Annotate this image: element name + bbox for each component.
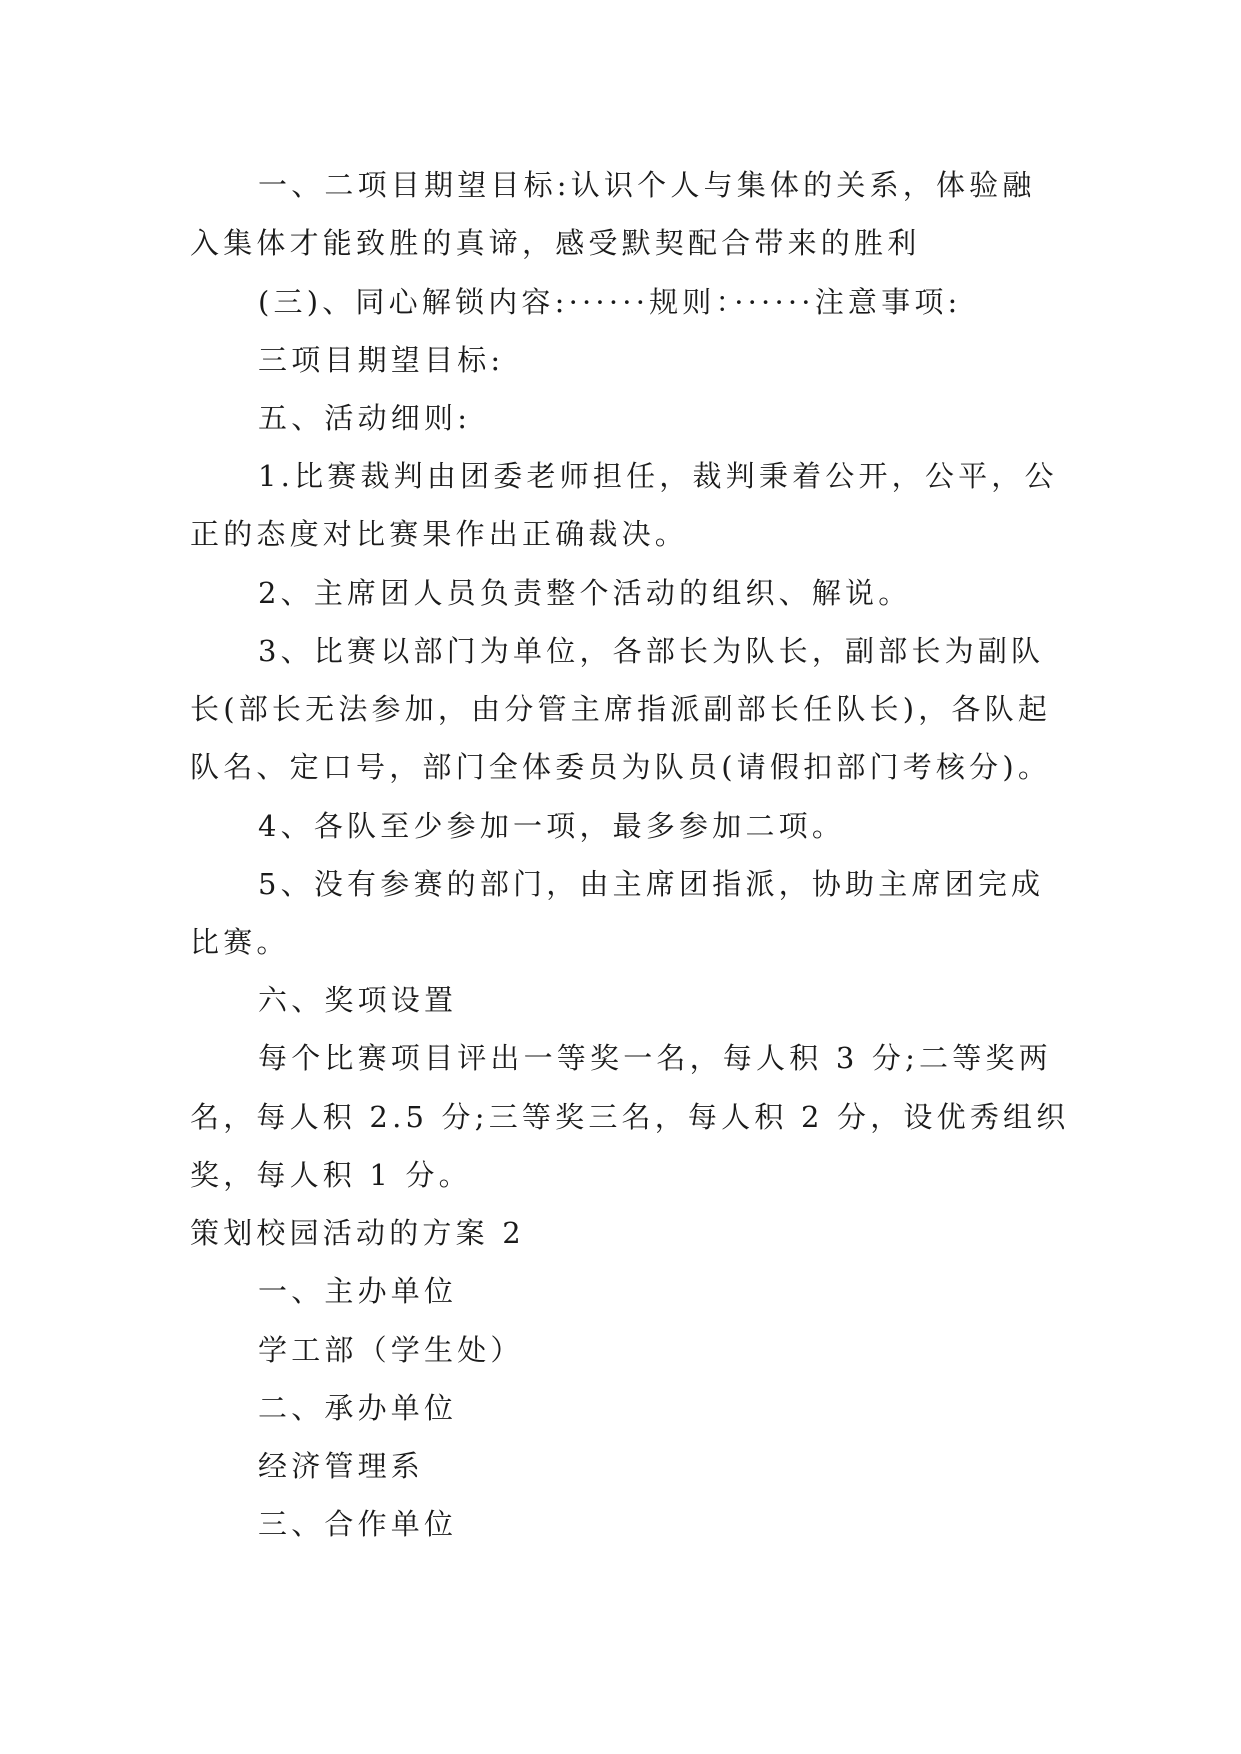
paragraph-line: 5、没有参赛的部门，由主席团指派，协助主席团完成 — [258, 867, 1045, 901]
section-heading: 六、奖项设置 — [258, 983, 458, 1017]
paragraph-line: 比赛。 — [190, 925, 290, 959]
paragraph-line: 一、二项目期望目标:认识个人与集体的关系，体验融 — [258, 168, 1036, 202]
paragraph-line: (三)、同心解锁内容:······规则：······注意事项: — [258, 285, 962, 319]
paragraph-line: 奖，每人积 1 分。 — [190, 1158, 472, 1192]
document-title: 策划校园活动的方案 2 — [190, 1216, 525, 1250]
paragraph-line: 经济管理系 — [258, 1449, 425, 1483]
section-heading: 二、承办单位 — [258, 1391, 458, 1425]
paragraph-line: 三项目期望目标: — [258, 343, 505, 377]
paragraph-line: 正的态度对比赛果作出正确裁决。 — [190, 517, 689, 551]
section-heading: 五、活动细则: — [258, 401, 472, 435]
paragraph-line: 3、比赛以部门为单位，各部长为队长，副部长为副队 — [258, 634, 1045, 668]
paragraph-line: 4、各队至少参加一项，最多参加二项。 — [258, 809, 846, 843]
paragraph-line: 队名、定口号，部门全体委员为队员(请假扣部门考核分)。 — [190, 750, 1052, 784]
paragraph-line: 长(部长无法参加，由分管主席指派副部长任队长)，各队起 — [190, 692, 1052, 726]
paragraph-line: 1.比赛裁判由团委老师担任，裁判秉着公开，公平，公 — [258, 459, 1058, 493]
paragraph-line: 学工部（学生处） — [258, 1333, 524, 1367]
paragraph-line: 名，每人积 2.5 分;三等奖三名，每人积 2 分，设优秀组织 — [190, 1100, 1070, 1134]
paragraph-line: 2、主席团人员负责整个活动的组织、解说。 — [258, 576, 912, 610]
paragraph-line: 入集体才能致胜的真谛，感受默契配合带来的胜利 — [190, 226, 921, 260]
paragraph-line: 每个比赛项目评出一等奖一名，每人积 3 分;二等奖两 — [258, 1041, 1052, 1075]
section-heading: 一、主办单位 — [258, 1274, 458, 1308]
section-heading: 三、合作单位 — [258, 1507, 458, 1541]
